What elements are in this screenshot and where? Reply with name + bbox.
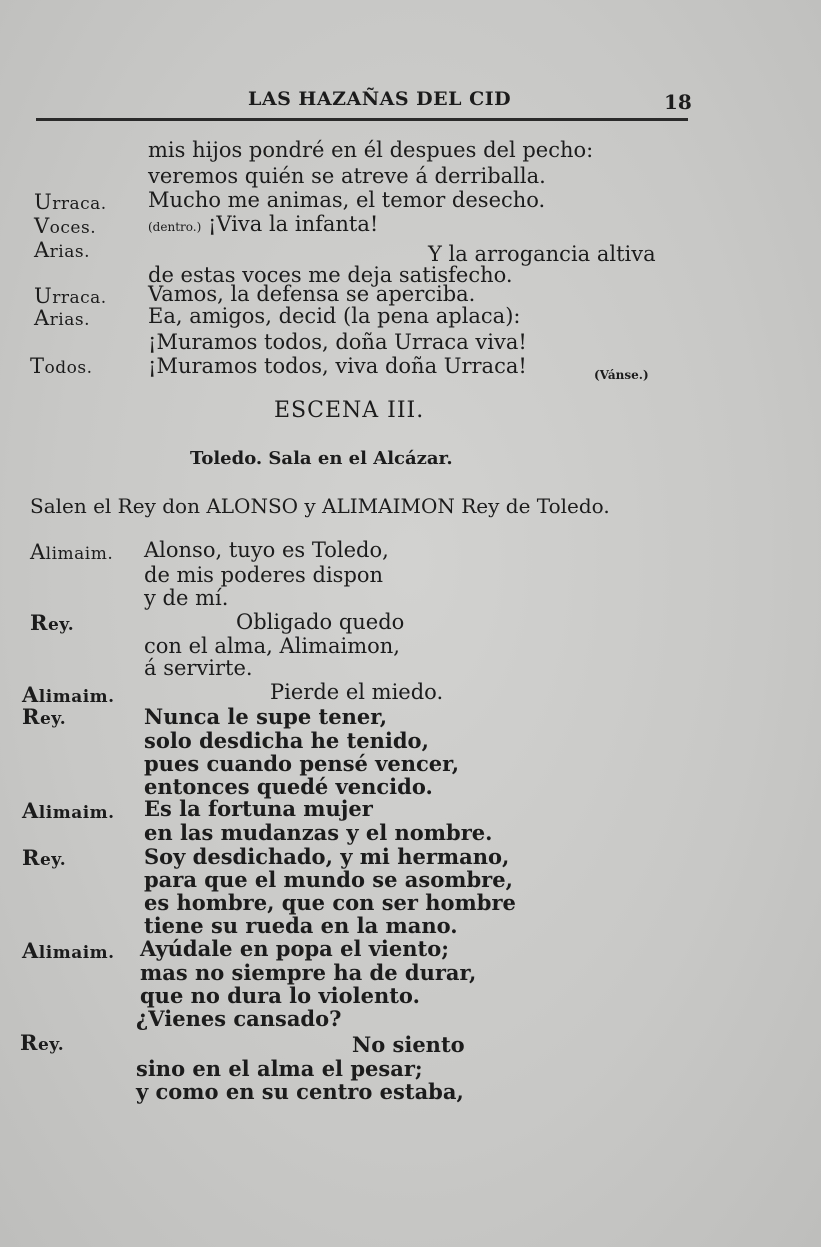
verse-line: Y la arrogancia altiva — [428, 242, 656, 266]
page-number: 18 — [664, 90, 692, 114]
speaker-name: Alimaim. — [22, 798, 115, 823]
verse-line: Ea, amigos, decid (la pena aplaca): — [148, 304, 521, 328]
verse-line: veremos quién se atreve á derriballa. — [148, 164, 546, 188]
verse-line: que no dura lo violento. — [140, 983, 420, 1008]
verse-line: Vamos, la defensa se aperciba. — [148, 282, 476, 306]
running-header: LAS HAZAÑAS DEL CID — [248, 88, 512, 110]
speaker-name: Todos. — [30, 354, 93, 378]
verse-line: solo desdicha he tenido, — [144, 728, 429, 753]
speaker-name: Rey. — [22, 845, 67, 870]
speaker-name: Rey. — [22, 704, 67, 729]
exit-direction: (Vánse.) — [594, 368, 649, 382]
speaker-name: Alimaim. — [22, 938, 115, 963]
speaker-name: Alimaim. — [30, 540, 114, 564]
verse-line: Pierde el miedo. — [270, 680, 444, 704]
verse-line: de estas voces me deja satisfecho. — [148, 263, 513, 287]
verse-line: Alonso, tuyo es Toledo, — [144, 538, 389, 562]
verse-line: y de mí. — [144, 586, 229, 610]
verse-line: ¿Vienes cansado? — [136, 1006, 342, 1031]
verse-line: pues cuando pensé vencer, — [144, 751, 460, 776]
speaker-name: Rey. — [20, 1030, 65, 1055]
verse-line — [148, 214, 378, 235]
speaker-name: Arias. — [34, 306, 90, 330]
verse-line: Mucho me animas, el temor desecho. — [148, 188, 546, 212]
scene-setting: Toledo. Sala en el Alcázar. — [190, 448, 453, 469]
verse-line: Ayúdale en popa el viento; — [140, 936, 450, 961]
verse-line: entonces quedé vencido. — [144, 774, 433, 799]
verse-line: Nunca le supe tener, — [144, 704, 388, 729]
speaker-name: Arias. — [34, 238, 90, 262]
stage-aside: (dentro.) — [148, 220, 202, 234]
speaker-name: Alimaim. — [22, 682, 115, 707]
verse-line: ¡Muramos todos, doña Urraca viva! — [148, 330, 527, 354]
verse-line: para que el mundo se asombre, — [144, 867, 513, 892]
verse-line: de mis poderes dispon — [144, 563, 384, 587]
verse-text: ¡Viva la infanta! — [207, 212, 379, 236]
verse-line: y como en su centro estaba, — [136, 1079, 464, 1104]
verse-line: mis hijos pondré en él despues del pecho: — [148, 138, 594, 162]
verse-line: es hombre, que con ser hombre — [144, 890, 516, 915]
stage-direction: Salen el Rey don ALONSO y ALIMAIMON Rey de Toledo. — [30, 494, 610, 518]
verse-line: Obligado quedo — [236, 610, 405, 634]
speaker-name: Urraca. — [34, 190, 107, 214]
verse-line: Es la fortuna mujer — [144, 796, 373, 821]
verse-line: á servirte. — [144, 656, 253, 680]
verse-line: tiene su rueda en la mano. — [144, 913, 458, 938]
header-rule — [36, 118, 688, 121]
scene-title: ESCENA III. — [274, 398, 425, 423]
verse-line: Soy desdichado, y mi hermano, — [144, 844, 510, 869]
verse-line: en las mudanzas y el nombre. — [144, 820, 493, 845]
verse-line: con el alma, Alimaimon, — [144, 634, 400, 658]
verse-line: mas no siempre ha de durar, — [140, 960, 477, 985]
speaker-name: Voces. — [34, 214, 97, 238]
speaker-name: Urraca. — [34, 284, 107, 308]
speaker-name: Rey. — [30, 610, 75, 635]
verse-line: sino en el alma el pesar; — [136, 1056, 423, 1081]
verse-line: ¡Muramos todos, viva doña Urraca! — [148, 354, 527, 378]
verse-line: No siento — [352, 1032, 465, 1057]
